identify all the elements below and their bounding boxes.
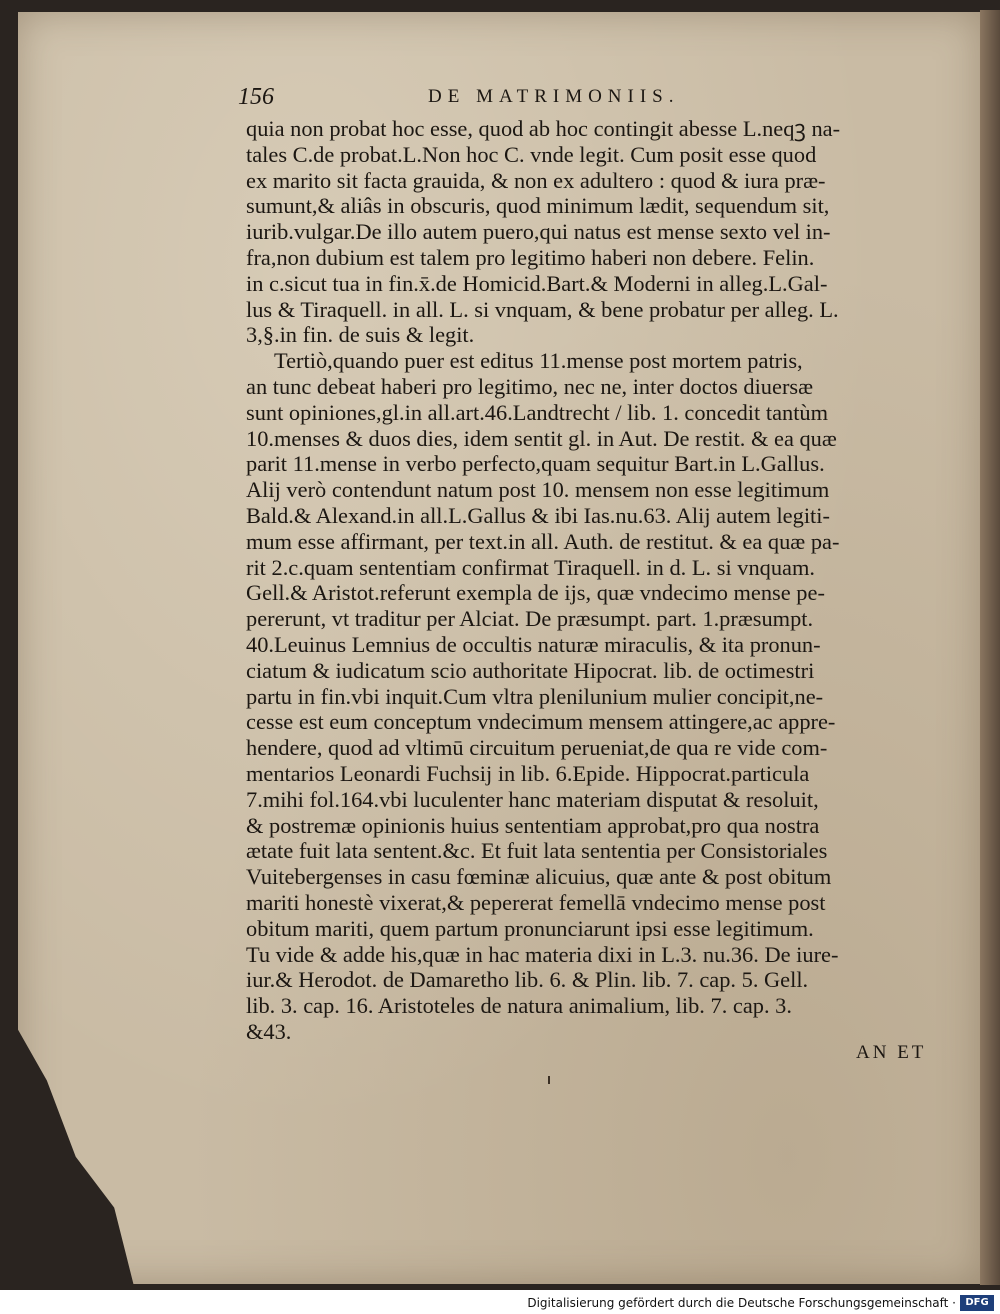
page-number: 156 bbox=[238, 84, 274, 110]
text-line: 7.mihi fol.164.vbi luculenter hanc materiam disputat & resoluit, bbox=[246, 786, 819, 812]
text-line: Tu vide & adde his,quæ in hac materia dixi in L.3. nu.36. De iure- bbox=[246, 941, 839, 967]
text-line: ex marito sit facta grauida, & non ex adultero : quod & iura præ- bbox=[246, 167, 826, 193]
text-line: parit 11.mense in verbo perfecto,quam sequitur Bart.in L.Gallus. bbox=[246, 451, 825, 477]
text-line: &43. bbox=[246, 1018, 292, 1044]
text-line: sunt opiniones,gl.in all.art.46.Landtrecht / lib. 1. concedit tantùm bbox=[246, 399, 829, 425]
text-line: 3,§.in fin. de suis & legit. bbox=[246, 322, 475, 348]
text-line: rit 2.c.quam sententiam confirmat Tiraquell. in d. L. si vnquam. bbox=[246, 554, 816, 580]
text-line: Alij verò contendunt natum post 10. mensem non esse legitimum bbox=[246, 477, 830, 503]
body-text bbox=[246, 116, 936, 1045]
text-line: cesse est eum conceptum vndecimum mensem attingere,ac appre- bbox=[246, 709, 836, 735]
dfg-logo: DFG bbox=[960, 1295, 994, 1311]
footer-bar bbox=[0, 1290, 1000, 1314]
text-line: Bald.& Alexand.in all.L.Gallus & ibi Ias.nu.63. Alij autem legiti- bbox=[246, 502, 830, 528]
page-edge bbox=[980, 10, 1000, 1285]
text-line: tales C.de probat.L.Non hoc C. vnde legit. Cum posit esse quod bbox=[246, 141, 817, 167]
funding-credit: Digitalisierung gefördert durch die Deutsche Forschungsgemeinschaft · bbox=[527, 1296, 956, 1310]
text-line: partu in fin.vbi inquit.Cum vltra plenilunium mulier concipit,ne- bbox=[246, 683, 824, 709]
ink-mark bbox=[548, 1076, 550, 1084]
text-line: iurib.vulgar.De illo autem puero,qui natus est mense sexto vel in- bbox=[246, 219, 831, 245]
text-line: 10.menses & duos dies, idem sentit gl. in Aut. De restit. & ea quæ bbox=[246, 425, 837, 451]
text-line: in c.sicut tua in fin.x̄.de Homicid.Bart.& Moderni in alleg.L.Gal- bbox=[246, 270, 828, 296]
text-line: iur.& Herodot. de Damaretho lib. 6. & Plin. lib. 7. cap. 5. Gell. bbox=[246, 967, 809, 993]
text-line: obitum mariti, quem partum pronunciarunt ipsi esse legitimum. bbox=[246, 915, 814, 941]
text-line: Tertiò,quando puer est editus 11.mense post mortem patris, bbox=[274, 348, 803, 374]
text-line: an tunc debeat haberi pro legitimo, nec ne, inter doctos diuersæ bbox=[246, 373, 814, 399]
text-line: quia non probat hoc esse, quod ab hoc contingit abesse L.neqꝫ na- bbox=[246, 116, 841, 141]
text-line: & postremæ opinionis huius sententiam approbat,pro qua nostra bbox=[246, 812, 820, 838]
text-line: mum esse affirmant, per text.in all. Auth. de restitut. & ea quæ pa- bbox=[246, 528, 840, 554]
running-head bbox=[238, 84, 920, 114]
text-line: pererunt, vt traditur per Alciat. De præsumpt. part. 1.præsumpt. bbox=[246, 606, 814, 632]
text-line: Vuitebergenses in casu fœminæ alicuius, quæ ante & post obitum bbox=[246, 864, 832, 890]
text-line: ætate fuit lata sentent.&c. Et fuit lata sententia per Consistoriales bbox=[246, 838, 828, 864]
text-line: mentarios Leonardi Fuchsij in lib. 6.Epide. Hippocrat.particula bbox=[246, 760, 810, 786]
text-line: sumunt,& aliâs in obscuris, quod minimum lædit, sequendum sit, bbox=[246, 193, 830, 219]
text-line: hendere, quod ad vltimū circuitum perueniat,de qua re vide com- bbox=[246, 735, 828, 761]
running-title: DE MATRIMONIIS. bbox=[428, 86, 680, 107]
text-line: 40.Leuinus Lemnius de occultis naturæ miraculis, & ita pronun- bbox=[246, 631, 821, 657]
catchword: AN ET bbox=[856, 1042, 927, 1063]
text-line: fra,non dubium est talem pro legitimo haberi non debere. Felin. bbox=[246, 244, 815, 270]
text-line: Gell.& Aristot.referunt exempla de ijs, quæ vndecimo mense pe- bbox=[246, 580, 825, 606]
text-line: lib. 3. cap. 16. Aristoteles de natura animalium, lib. 7. cap. 3. bbox=[246, 993, 792, 1019]
text-line: mariti honestè vixerat,& pepererat femellā vndecimo mense post bbox=[246, 889, 826, 915]
text-line: ciatum & iudicatum scio authoritate Hipocrat. lib. de octimestri bbox=[246, 657, 815, 683]
text-line: lus & Tiraquell. in all. L. si vnquam, & bene probatur per alleg. L. bbox=[246, 296, 839, 322]
